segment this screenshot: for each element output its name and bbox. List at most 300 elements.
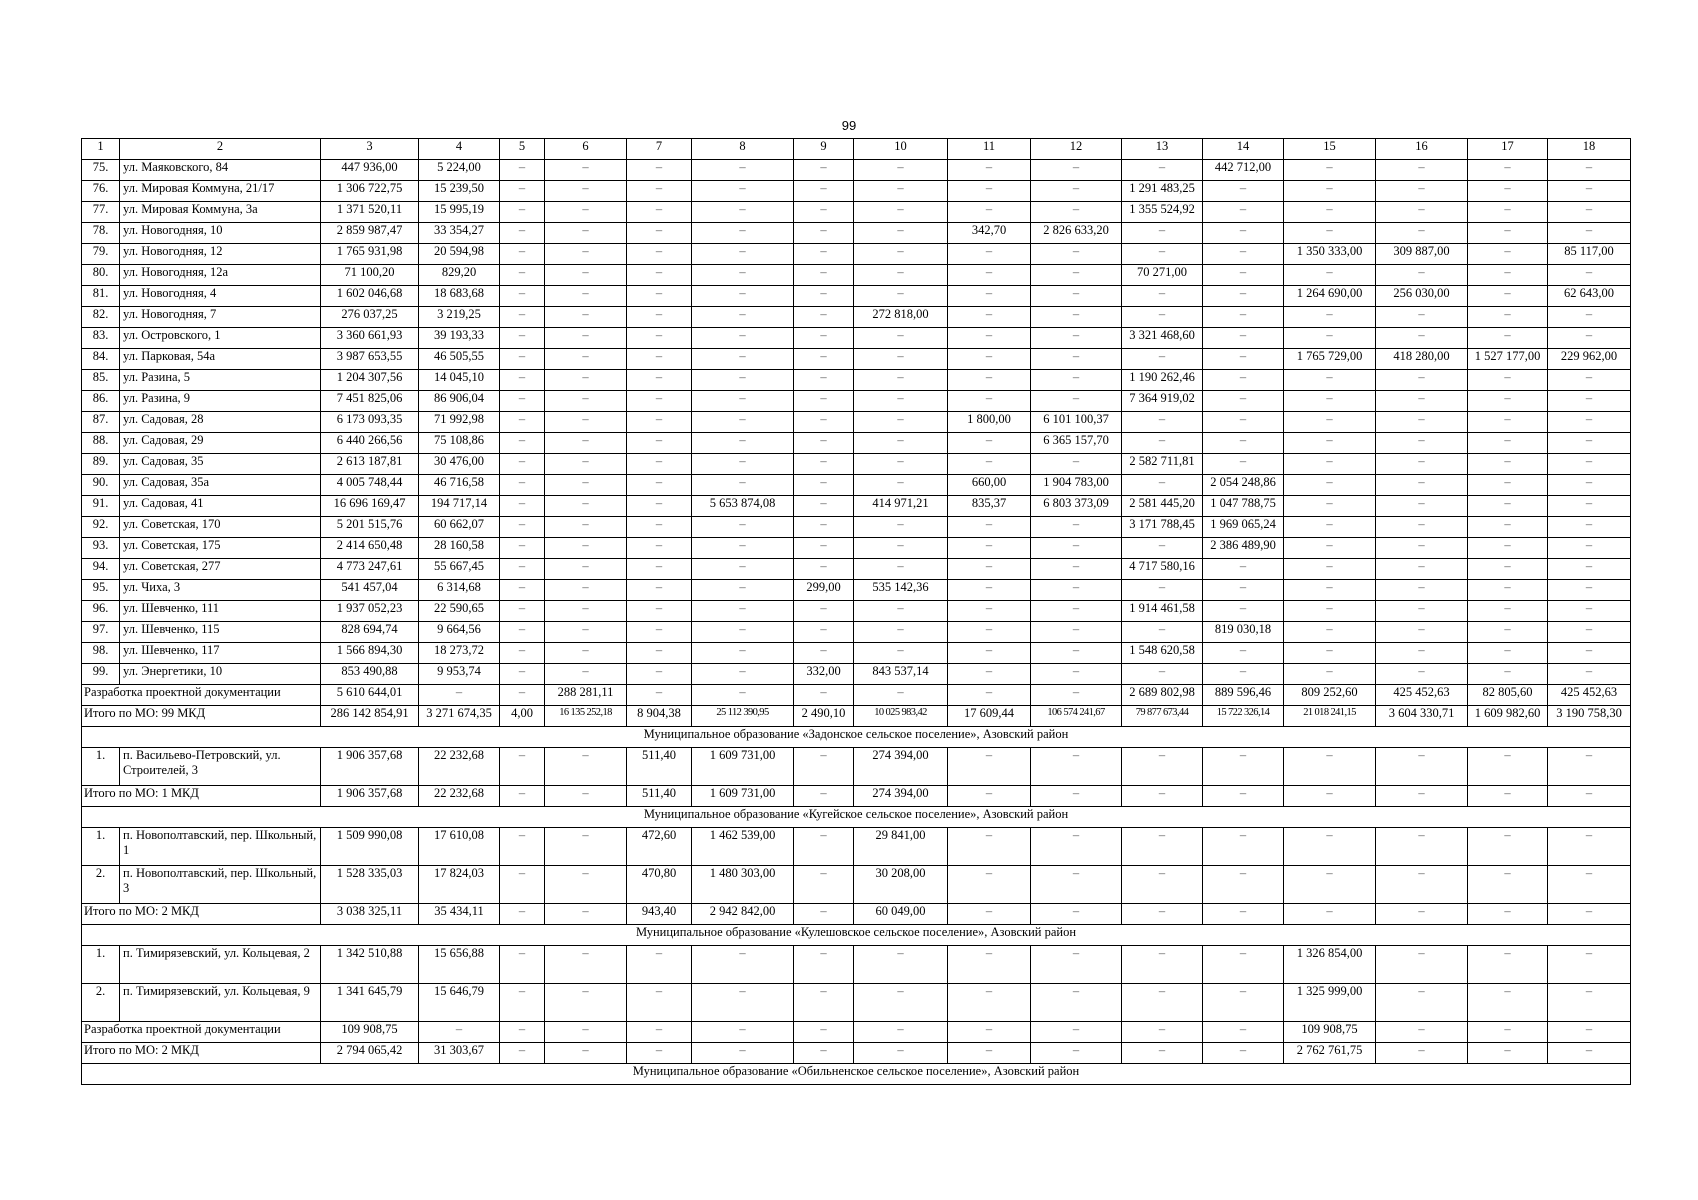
table-cell: – [1203, 984, 1284, 1022]
address-cell: ул. Советская, 175 [120, 538, 321, 559]
row-number: 98. [82, 643, 120, 664]
row-number: 89. [82, 454, 120, 475]
table-cell: – [948, 559, 1031, 580]
address-cell: ул. Шевченко, 111 [120, 601, 321, 622]
table-cell: – [1284, 370, 1376, 391]
table-cell: – [500, 244, 545, 265]
table-cell: – [1468, 370, 1548, 391]
column-number-header: 11 [948, 139, 1031, 160]
table-cell: – [500, 622, 545, 643]
table-cell: – [627, 1022, 692, 1043]
table-cell: 35 434,11 [419, 904, 500, 925]
table-cell: 15 722 326,14 [1203, 706, 1284, 727]
table-cell: 309 887,00 [1376, 244, 1468, 265]
table-cell: – [627, 517, 692, 538]
table-cell: 829,20 [419, 265, 500, 286]
table-cell: – [1468, 786, 1548, 807]
table-row [82, 433, 1631, 454]
table-cell: – [1122, 904, 1203, 925]
table-row [82, 349, 1631, 370]
table-cell: – [1031, 307, 1122, 328]
table-cell: – [1376, 786, 1468, 807]
table-cell: – [1031, 828, 1122, 866]
section-title: Муниципальное образование «Обильненское сельское поселение», Азовский район [82, 1064, 1631, 1085]
table-cell: – [545, 286, 627, 307]
table-cell: 29 841,00 [854, 828, 948, 866]
table-row [82, 265, 1631, 286]
table-cell: – [545, 601, 627, 622]
table-cell: 17 609,44 [948, 706, 1031, 727]
table-cell: – [1031, 664, 1122, 685]
table-cell: – [1284, 160, 1376, 181]
table-cell: 5 653 874,08 [692, 496, 794, 517]
table-cell: – [794, 223, 854, 244]
column-number-header: 9 [794, 139, 854, 160]
row-number: 79. [82, 244, 120, 265]
row-number: 87. [82, 412, 120, 433]
section-header-row [82, 807, 1631, 828]
table-cell: – [1468, 1043, 1548, 1064]
table-cell: – [692, 946, 794, 984]
table-cell: – [1548, 181, 1631, 202]
table-cell: 109 908,75 [321, 1022, 419, 1043]
column-number-header: 2 [120, 139, 321, 160]
table-cell: 6 440 266,56 [321, 433, 419, 454]
table-cell: – [692, 223, 794, 244]
table-cell: – [1203, 265, 1284, 286]
table-cell: 15 995,19 [419, 202, 500, 223]
table-cell: – [794, 786, 854, 807]
table-cell: – [1203, 328, 1284, 349]
row-label: Итого по МО: 2 МКД [82, 904, 321, 925]
table-cell: – [1468, 412, 1548, 433]
table-cell: 299,00 [794, 580, 854, 601]
table-cell: – [948, 538, 1031, 559]
table-cell: – [1284, 601, 1376, 622]
table-cell: 55 667,45 [419, 559, 500, 580]
table-cell: – [948, 391, 1031, 412]
table-cell: – [854, 685, 948, 706]
table-cell: – [794, 412, 854, 433]
address-cell: ул. Садовая, 29 [120, 433, 321, 454]
summary-row [82, 685, 1631, 706]
table-cell: – [1284, 307, 1376, 328]
table-cell: 39 193,33 [419, 328, 500, 349]
table-cell: – [948, 328, 1031, 349]
table-cell: – [1031, 866, 1122, 904]
table-cell: – [1031, 349, 1122, 370]
table-cell: – [1284, 580, 1376, 601]
table-cell: – [545, 307, 627, 328]
table-cell: – [854, 286, 948, 307]
table-cell: – [627, 685, 692, 706]
table-cell: 425 452,63 [1376, 685, 1468, 706]
table-cell: 809 252,60 [1284, 685, 1376, 706]
table-cell: – [1203, 223, 1284, 244]
table-cell: – [1031, 601, 1122, 622]
table-cell: – [1376, 601, 1468, 622]
table-cell: – [854, 391, 948, 412]
table-cell: – [1376, 643, 1468, 664]
table-cell: – [854, 601, 948, 622]
table-cell: – [1031, 517, 1122, 538]
table-cell: – [1468, 307, 1548, 328]
table-cell: – [948, 454, 1031, 475]
table-cell: – [500, 538, 545, 559]
table-cell: – [500, 984, 545, 1022]
address-cell: п. Тимирязевский, ул. Кольцевая, 9 [120, 984, 321, 1022]
table-cell: 75 108,86 [419, 433, 500, 454]
table-cell: – [1203, 946, 1284, 984]
table-cell: 9 664,56 [419, 622, 500, 643]
table-cell: 1 527 177,00 [1468, 349, 1548, 370]
table-cell: – [627, 391, 692, 412]
table-cell: – [1031, 1043, 1122, 1064]
table-cell: – [692, 664, 794, 685]
table-cell: 62 643,00 [1548, 286, 1631, 307]
table-cell: – [1203, 202, 1284, 223]
table-cell: – [1122, 786, 1203, 807]
table-cell: – [1031, 1022, 1122, 1043]
table-cell: – [1468, 160, 1548, 181]
table-cell: – [1284, 496, 1376, 517]
table-cell: 109 908,75 [1284, 1022, 1376, 1043]
row-number: 82. [82, 307, 120, 328]
table-cell: – [1031, 786, 1122, 807]
table-cell: 3 271 674,35 [419, 706, 500, 727]
table-cell: 60 049,00 [854, 904, 948, 925]
table-cell: 442 712,00 [1203, 160, 1284, 181]
table-cell: 1 306 722,75 [321, 181, 419, 202]
table-cell: – [948, 433, 1031, 454]
table-cell: – [545, 538, 627, 559]
table-cell: – [545, 786, 627, 807]
table-row [82, 559, 1631, 580]
table-cell: – [627, 984, 692, 1022]
table-cell: – [1122, 1043, 1203, 1064]
table-cell: – [1284, 265, 1376, 286]
table-cell: – [545, 475, 627, 496]
table-cell: – [948, 904, 1031, 925]
table-cell: – [1122, 433, 1203, 454]
table-cell: 33 354,27 [419, 223, 500, 244]
table-row [82, 181, 1631, 202]
table-cell: 3 171 788,45 [1122, 517, 1203, 538]
table-cell: 447 936,00 [321, 160, 419, 181]
address-cell: ул. Чиха, 3 [120, 580, 321, 601]
table-cell: – [1468, 984, 1548, 1022]
page-number: 99 [841, 118, 857, 133]
table-cell: – [627, 601, 692, 622]
table-cell: – [1376, 328, 1468, 349]
table-cell: – [1031, 160, 1122, 181]
table-cell: – [1548, 412, 1631, 433]
section-header-row [82, 1064, 1631, 1085]
table-cell: 46 716,58 [419, 475, 500, 496]
table-cell: 1 355 524,92 [1122, 202, 1203, 223]
table-cell: – [1548, 1043, 1631, 1064]
table-cell: – [692, 538, 794, 559]
table-cell: – [1548, 391, 1631, 412]
table-cell: – [854, 475, 948, 496]
table-cell: – [1203, 866, 1284, 904]
row-number: 85. [82, 370, 120, 391]
table-cell: – [1376, 866, 1468, 904]
table-cell: – [500, 946, 545, 984]
column-number-header: 4 [419, 139, 500, 160]
table-cell: – [948, 349, 1031, 370]
table-cell: – [1468, 601, 1548, 622]
table-cell: – [854, 181, 948, 202]
table-cell: – [1468, 664, 1548, 685]
table-cell: – [1468, 866, 1548, 904]
table-cell: – [1284, 748, 1376, 786]
table-cell: – [1376, 946, 1468, 984]
table-cell: – [1376, 412, 1468, 433]
table-cell: 1 528 335,03 [321, 866, 419, 904]
table-cell: – [1548, 454, 1631, 475]
table-cell: 86 906,04 [419, 391, 500, 412]
table-row [82, 601, 1631, 622]
table-cell: – [692, 265, 794, 286]
table-cell: – [545, 946, 627, 984]
table-cell: – [854, 412, 948, 433]
table-cell: – [794, 748, 854, 786]
section-title: Муниципальное образование «Кугейское сельское поселение», Азовский район [82, 807, 1631, 828]
table-cell: – [1548, 786, 1631, 807]
table-cell: 1 566 894,30 [321, 643, 419, 664]
table-cell: 1 765 931,98 [321, 244, 419, 265]
table-cell: – [1376, 433, 1468, 454]
table-cell: – [627, 643, 692, 664]
table-cell: – [1031, 265, 1122, 286]
table-cell: 288 281,11 [545, 685, 627, 706]
table-cell: – [1548, 904, 1631, 925]
table-cell: – [1031, 181, 1122, 202]
table-cell: 22 232,68 [419, 748, 500, 786]
table-cell: 1 291 483,25 [1122, 181, 1203, 202]
table-cell: – [1376, 1022, 1468, 1043]
table-cell: 46 505,55 [419, 349, 500, 370]
table-cell: – [948, 786, 1031, 807]
table-cell: – [854, 244, 948, 265]
table-cell: – [545, 904, 627, 925]
table-cell: – [500, 559, 545, 580]
row-number: 99. [82, 664, 120, 685]
row-number: 81. [82, 286, 120, 307]
table-cell: 819 030,18 [1203, 622, 1284, 643]
table-cell: 1 350 333,00 [1284, 244, 1376, 265]
table-cell: – [1468, 454, 1548, 475]
table-row [82, 286, 1631, 307]
table-cell: – [794, 601, 854, 622]
table-cell: 660,00 [948, 475, 1031, 496]
table-cell: – [1031, 748, 1122, 786]
table-cell: 3 219,25 [419, 307, 500, 328]
table-cell: – [1122, 748, 1203, 786]
table-cell: 3 360 661,93 [321, 328, 419, 349]
table-cell: 470,80 [627, 866, 692, 904]
table-cell: 1 914 461,58 [1122, 601, 1203, 622]
table-cell: – [1284, 181, 1376, 202]
table-cell: 2 582 711,81 [1122, 454, 1203, 475]
table-cell: – [1376, 181, 1468, 202]
table-cell: – [500, 517, 545, 538]
table-cell: – [1376, 475, 1468, 496]
table-cell: – [692, 160, 794, 181]
table-cell: – [1122, 664, 1203, 685]
table-cell: 1 325 999,00 [1284, 984, 1376, 1022]
table-cell: – [627, 412, 692, 433]
table-cell: – [627, 370, 692, 391]
row-number: 84. [82, 349, 120, 370]
row-number: 92. [82, 517, 120, 538]
table-cell: – [1468, 496, 1548, 517]
table-cell: – [1031, 622, 1122, 643]
table-cell: – [692, 517, 794, 538]
table-cell: – [794, 475, 854, 496]
table-cell: – [854, 517, 948, 538]
table-cell: 3 987 653,55 [321, 349, 419, 370]
table-cell: 15 656,88 [419, 946, 500, 984]
table-cell: – [500, 160, 545, 181]
table-cell: – [1376, 664, 1468, 685]
table-cell: – [627, 328, 692, 349]
table-cell: – [1468, 223, 1548, 244]
table-row [82, 370, 1631, 391]
row-label: Итого по МО: 2 МКД [82, 1043, 321, 1064]
table-cell: – [794, 1022, 854, 1043]
table-cell: 1 906 357,68 [321, 786, 419, 807]
table-cell: – [500, 601, 545, 622]
table-cell: – [854, 1043, 948, 1064]
address-cell: ул. Садовая, 35 [120, 454, 321, 475]
table-cell: – [500, 181, 545, 202]
table-cell: – [854, 559, 948, 580]
table-cell: – [1376, 622, 1468, 643]
table-cell: 4 005 748,44 [321, 475, 419, 496]
table-cell: 82 805,60 [1468, 685, 1548, 706]
table-cell: 4 717 580,16 [1122, 559, 1203, 580]
table-cell: 2 689 802,98 [1122, 685, 1203, 706]
table-cell: – [1376, 160, 1468, 181]
address-cell: ул. Разина, 9 [120, 391, 321, 412]
table-cell: – [627, 580, 692, 601]
table-cell: – [1031, 643, 1122, 664]
table-cell: – [1376, 202, 1468, 223]
table-cell: – [545, 160, 627, 181]
table-cell: – [545, 454, 627, 475]
row-number: 1. [82, 828, 120, 866]
table-cell: 2 859 987,47 [321, 223, 419, 244]
table-cell: – [1122, 349, 1203, 370]
table-row [82, 391, 1631, 412]
table-cell: 843 537,14 [854, 664, 948, 685]
table-cell: – [692, 475, 794, 496]
table-cell: – [1203, 748, 1284, 786]
table-row [82, 866, 1631, 904]
summary-row [82, 904, 1631, 925]
table-cell: – [854, 454, 948, 475]
table-cell: – [545, 202, 627, 223]
table-cell: – [419, 1022, 500, 1043]
table-cell: – [545, 433, 627, 454]
table-cell: 853 490,88 [321, 664, 419, 685]
table-cell: 256 030,00 [1376, 286, 1468, 307]
table-cell: 5 610 644,01 [321, 685, 419, 706]
section-title: Муниципальное образование «Кулешовское сельское поселение», Азовский район [82, 925, 1631, 946]
table-cell: – [500, 664, 545, 685]
table-cell: – [1031, 685, 1122, 706]
table-cell: – [854, 538, 948, 559]
table-row [82, 517, 1631, 538]
table-cell: – [627, 223, 692, 244]
table-cell: 2 414 650,48 [321, 538, 419, 559]
row-number: 2. [82, 984, 120, 1022]
table-cell: – [854, 622, 948, 643]
address-cell: ул. Островского, 1 [120, 328, 321, 349]
table-cell: – [500, 580, 545, 601]
table-cell: 6 173 093,35 [321, 412, 419, 433]
table-cell: 1 204 307,56 [321, 370, 419, 391]
table-cell: – [948, 601, 1031, 622]
section-header-row [82, 925, 1631, 946]
address-cell: ул. Новогодняя, 7 [120, 307, 321, 328]
table-cell: – [1031, 538, 1122, 559]
table-cell: – [1468, 181, 1548, 202]
address-cell: ул. Мировая Коммуна, 21/17 [120, 181, 321, 202]
table-cell: – [1468, 286, 1548, 307]
table-cell: – [500, 265, 545, 286]
table-cell: – [1548, 328, 1631, 349]
table-cell: – [794, 866, 854, 904]
table-cell: – [692, 559, 794, 580]
row-number: 83. [82, 328, 120, 349]
table-cell: 3 190 758,30 [1548, 706, 1631, 727]
table-cell: – [500, 412, 545, 433]
table-cell: – [1031, 286, 1122, 307]
table-cell: – [1203, 828, 1284, 866]
table-cell: – [545, 828, 627, 866]
table-cell: – [1203, 433, 1284, 454]
table-cell: 414 971,21 [854, 496, 948, 517]
table-cell: – [1376, 580, 1468, 601]
table-cell: – [692, 370, 794, 391]
table-cell: – [1376, 454, 1468, 475]
table-cell: – [948, 984, 1031, 1022]
table-cell: 2 762 761,75 [1284, 1043, 1376, 1064]
table-cell: – [1468, 904, 1548, 925]
table-cell: 16 696 169,47 [321, 496, 419, 517]
column-number-header: 8 [692, 139, 794, 160]
table-cell: – [692, 244, 794, 265]
table-cell: – [1548, 517, 1631, 538]
table-cell: – [627, 286, 692, 307]
table-cell: – [1376, 828, 1468, 866]
table-cell: 1 906 357,68 [321, 748, 419, 786]
table-cell: – [1468, 517, 1548, 538]
table-cell: 1 609 731,00 [692, 748, 794, 786]
table-cell: – [948, 580, 1031, 601]
section-title: Муниципальное образование «Задонское сельское поселение», Азовский район [82, 727, 1631, 748]
table-cell: – [1548, 601, 1631, 622]
table-row [82, 580, 1631, 601]
table-cell: 828 694,74 [321, 622, 419, 643]
table-cell: – [794, 643, 854, 664]
table-cell: – [627, 454, 692, 475]
table-cell: – [1031, 984, 1122, 1022]
table-cell: – [1548, 496, 1631, 517]
